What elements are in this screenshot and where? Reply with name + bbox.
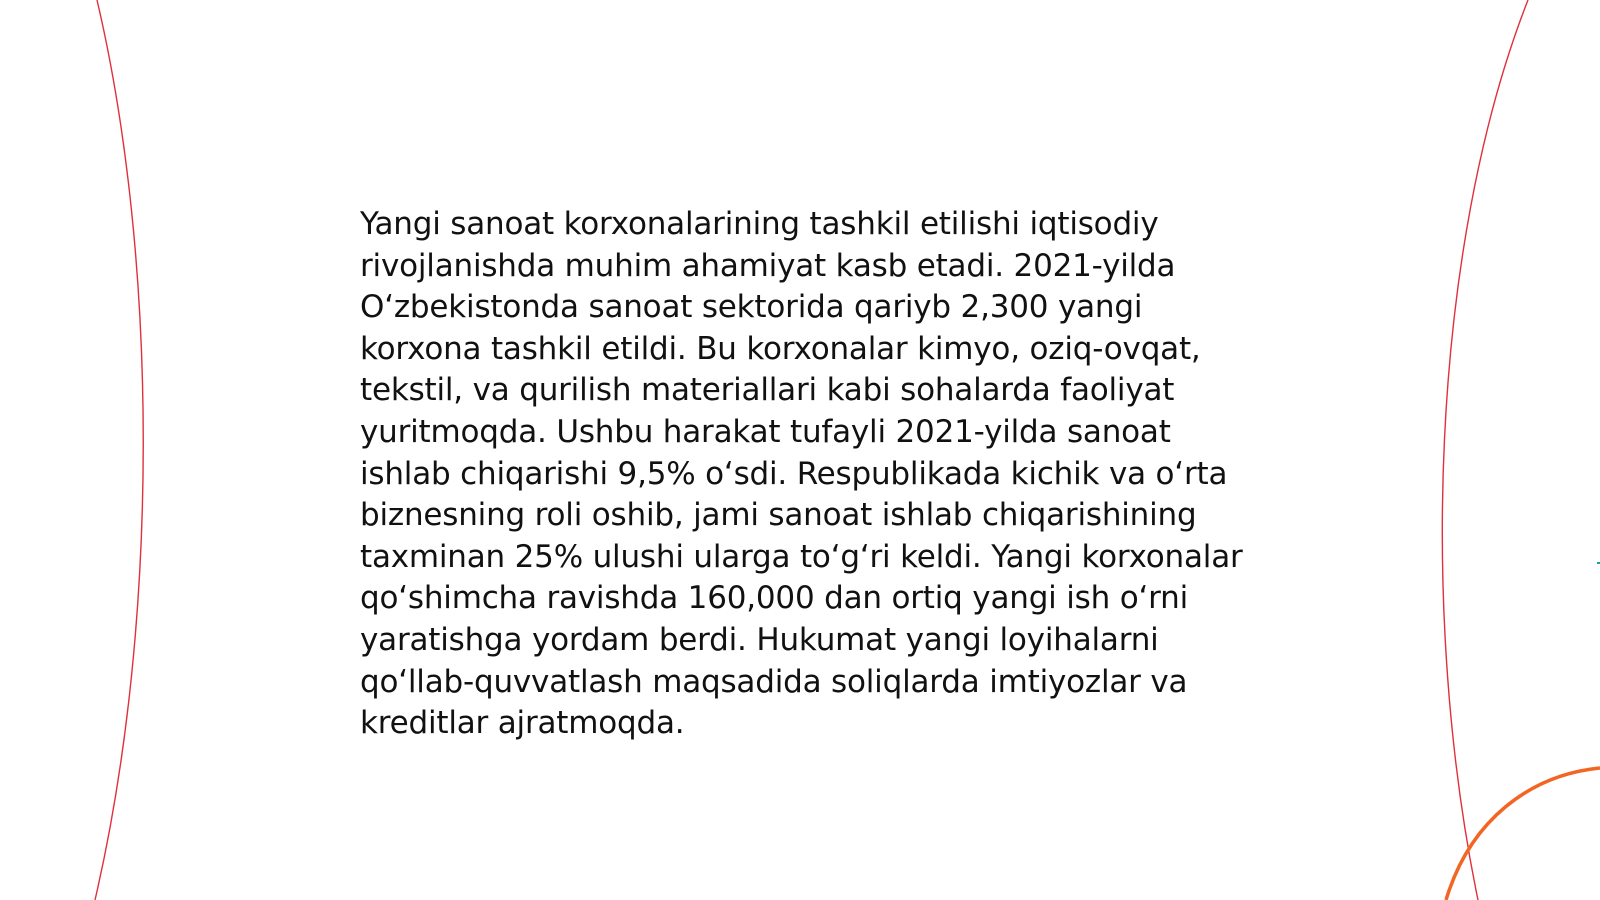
orange-arc: [1446, 768, 1600, 900]
body-paragraph: Yangi sanoat korxonalarining tashkil etilishi iqtisodiy rivojlanishda muhim ahamiyat kasb etadi. 2021-yilda O‘zbekistonda sanoat sektorida qariyb 2,300 yangi korxona tashkil etildi. Bu korxonalar kimyo, oziq-ovqat, tekstil, va qurilish materiallari kabi sohalarda faoliyat yuritmoqda. Ushbu harakat tufayli 2021-yilda sanoat ishlab chiqarishi 9,5% o‘sdi. Respublikada kichik va o‘rta biznesning roli oshib, jami sanoat ishlab chiqarishining taxminan 25% ulushi ularga to‘g‘ri keldi. Yangi korxonalar qo‘shimcha ravishda 160,000 dan ortiq yangi ish o‘rni yaratishga yordam berdi. Hukumat yangi loyihalarni qo‘llab-quvvatlash maqsadida soliqlarda imtiyozlar va kreditlar ajratmoqda.: [360, 206, 1243, 742]
right-curve-line: [1442, 0, 1528, 900]
left-curve-line: [95, 0, 143, 900]
